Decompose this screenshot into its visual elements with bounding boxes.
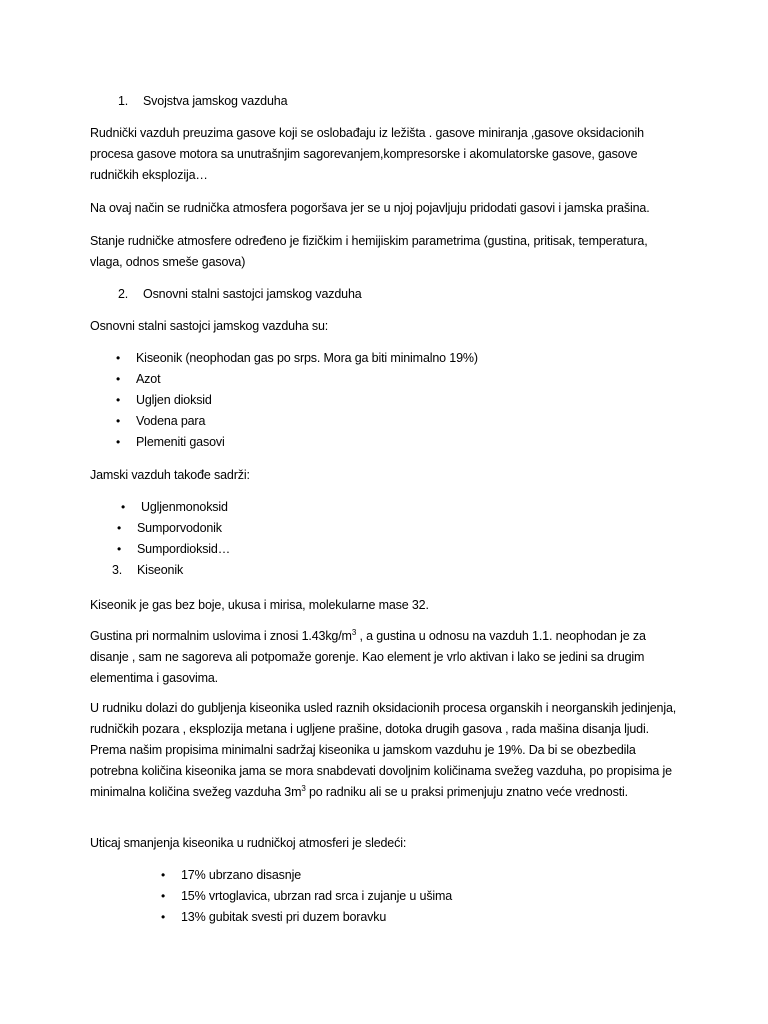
text-run: U rudniku dolazi do gubljenja kiseonika usled raznih oksidacionih procesa organskih i neorganskih jedinjenja, rudničkih pozara , eksplozija metana i ugljene prašine, dotoka drugih gasova , rada mašina disanja ljudi. Prema našim propisima minimalni sadržaj kiseonika u jamskom vazduhu je 19%. Da bi se obezbedila potrebna količina kiseonika jama se mora snabdevati dovoljnim količinama svežeg vazduha, po propisima je minimalna količina svežeg vazduha 3m (90, 701, 677, 799)
text-run: Gustina pri normalnim uslovima i znosi 1.43kg/m (90, 629, 352, 643)
list-item-text: 17% ubrzano disasnje (181, 868, 301, 882)
paragraph-atmosphere-parameters: Stanje rudničke atmosfere određeno je fizičkim i hemijiskim parametrima (gustina, pritisak, temperatura, vlaga, odnos smeše gasova) (90, 234, 648, 269)
bullet-icon: • (117, 521, 122, 535)
section-heading-2 (118, 284, 362, 305)
paragraph-also-contains: Jamski vazduh takođe sadrži: (90, 468, 250, 482)
superscript: 3 (301, 784, 306, 793)
bullet-icon: • (161, 889, 166, 903)
section-heading-1 (118, 91, 287, 112)
list-item-text: Ugljen dioksid (136, 393, 212, 407)
bullet-icon: • (116, 414, 121, 428)
list-item (117, 539, 231, 560)
list-item (117, 518, 230, 539)
list-item (161, 865, 452, 886)
paragraph-components-intro: Osnovni stalni sastojci jamskog vazduha su: (90, 319, 329, 333)
effects-list (161, 865, 453, 928)
list-item-text: 13% gubitak svesti pri duzem boravku (181, 910, 387, 924)
list-item (116, 390, 478, 411)
list-item (121, 497, 230, 518)
section-title: Osnovni stalni sastojci jamskog vazduha (143, 287, 362, 301)
superscript: 3 (351, 628, 357, 637)
bullet-icon: • (161, 910, 166, 924)
bullet-icon: • (117, 542, 122, 556)
list-item (116, 411, 478, 432)
list-item-text: Azot (136, 372, 161, 386)
paragraph-atmosphere-worsening: Na ovaj način se rudnička atmosfera pogoršava jer se u njoj pojavljuju pridodati gasovi i jamska prašina. (90, 201, 650, 215)
section-number: 2. (118, 287, 129, 301)
list-item (116, 348, 478, 369)
list-item-text: 15% vrtoglavica, ubrzan rad srca i zujanje u ušima (181, 889, 453, 903)
list-item-text: Sumporvodonik (137, 521, 222, 535)
list-item (116, 432, 478, 453)
list-item-text: Sumpordioksid… (137, 542, 231, 556)
text-run: po radniku ali se u praksi primenjuju znatno veće vrednosti. (305, 785, 628, 799)
also-contains-list (112, 497, 231, 581)
list-item (161, 907, 452, 928)
bullet-icon: • (116, 372, 121, 386)
list-item-text: Vodena para (136, 414, 206, 428)
bullet-icon: • (116, 351, 121, 365)
paragraph-oxygen-loss (90, 698, 680, 803)
list-item-text: Kiseonik (137, 563, 184, 577)
bullet-icon: • (116, 393, 121, 407)
paragraph-oxygen-properties: Kiseonik je gas bez boje, ukusa i mirisa, molekularne mase 32. (90, 598, 429, 612)
bullet-icon: • (116, 435, 121, 449)
paragraph-oxygen-density (90, 626, 680, 689)
paragraph-oxygen-reduction-effects: Uticaj smanjenja kiseonika u rudničkoj atmosferi je sledeći: (90, 836, 407, 850)
list-item-text: Plemeniti gasovi (136, 435, 225, 449)
list-item-text: Ugljenmonoksid (141, 500, 228, 514)
list-item (161, 886, 453, 907)
list-item-text: Kiseonik (neophodan gas po srps. Mora ga biti minimalno 19%) (136, 351, 478, 365)
bullet-icon: • (161, 868, 166, 882)
text-run: , a gustina u odnosu na vazduh 1.1. neophodan je za disanje , sam ne sagoreva ali potpomaže gorenje. Kao element je vrlo aktivan i lako se jedini sa drugim elementima i gasovima. (90, 629, 646, 685)
section-title: Svojstva jamskog vazduha (143, 94, 288, 108)
list-item (112, 560, 230, 581)
list-number: 3. (112, 563, 123, 577)
components-list (116, 348, 478, 453)
list-item (116, 369, 478, 390)
section-number: 1. (118, 94, 129, 108)
bullet-icon: • (121, 500, 126, 514)
paragraph-mine-air: Rudnički vazduh preuzima gasove koji se oslobađaju iz ležišta . gasove miniranja ,gasove oksidacionih procesa gasove motora sa unutrašnjim sagorevanjem,kompresorske i akomulatorske gasove, gasove rudničkih eksplozija… (90, 126, 644, 182)
